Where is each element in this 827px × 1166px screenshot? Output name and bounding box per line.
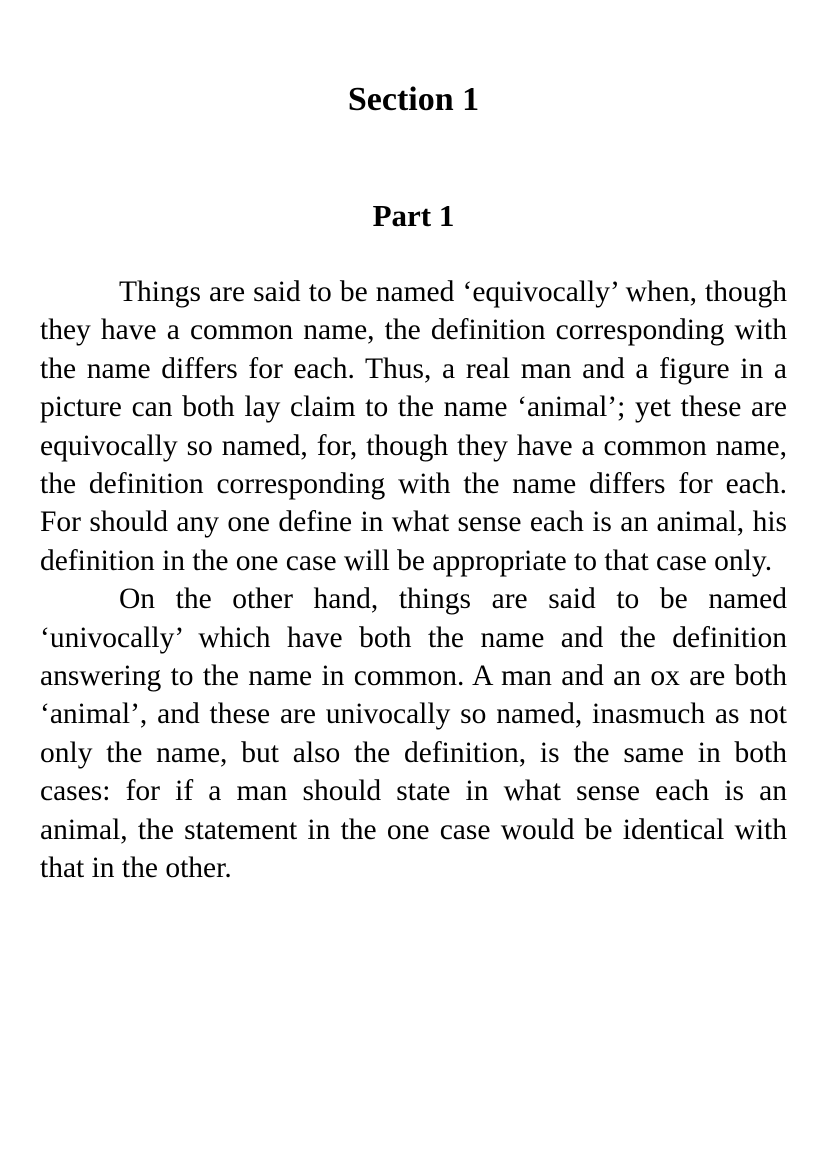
- section-heading: Section 1: [347, 81, 480, 118]
- part-heading: Part 1: [372, 198, 455, 233]
- body-text: [40, 273, 787, 888]
- paragraph-equivocal: Things are said to be named ‘equivocally’ when, though they have a common name, the definition corresponding with the name differs for each. Thus, a real man and a figure in a picture can both lay claim to the name ‘animal’; yet these are equivocally so named, for, though they have a common name, the definition corresponding with the name differs for each. For should any one define in what sense each is an animal, his definition in the one case will be appropriate to that case only.: [40, 276, 787, 577]
- paragraph-univocal: On the other hand, things are said to be named ‘univocally’ which have both the name and the definition answering to the name in common. A man and an ox are both ‘animal’, and these are univocally so named, inasmuch as not only the name, but also the definition, is the same in both cases: for if a man should state in what sense each is an animal, the statement in the one case would be identical with that in the other.: [40, 583, 787, 885]
